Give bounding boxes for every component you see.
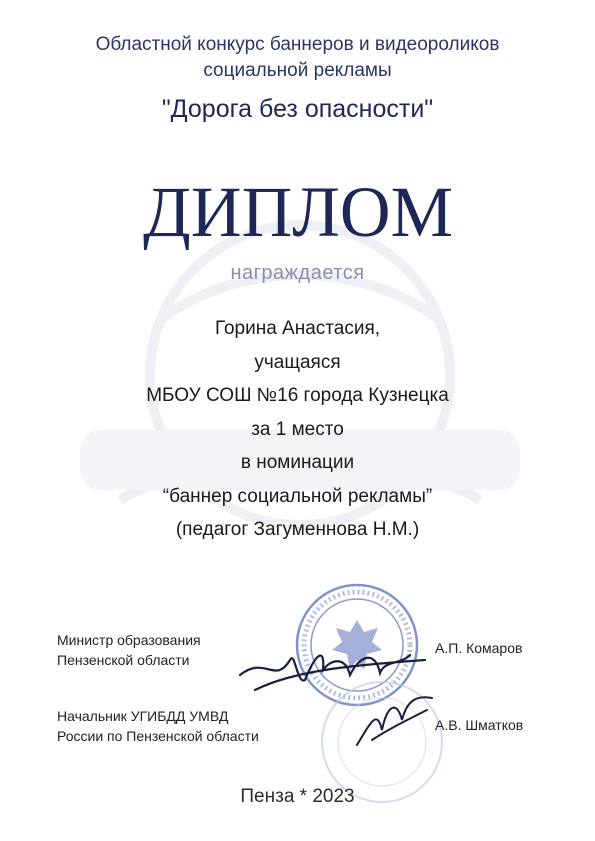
nomination-name: “баннер социальной рекламы” xyxy=(162,485,433,507)
contest-title-line-1: Областной конкурс баннеров и видеороликов xyxy=(95,34,500,55)
place-and-year: Пенза * 2023 xyxy=(240,786,355,807)
signature-shmatkov xyxy=(352,690,437,755)
contest-title-line-2: социальной рекламы xyxy=(203,60,392,81)
nomination-label: в номинации xyxy=(240,452,355,473)
signatory-1-position-line2: Пензенской области xyxy=(57,652,190,668)
signatory-2-position-line1: Начальник УГИБДД УМВД xyxy=(57,708,229,724)
award-text xyxy=(0,312,595,547)
signatory-2-position-line2: России по Пензенской области xyxy=(57,728,259,744)
recipient-role: учащаяся xyxy=(254,351,341,373)
signatory-1-position xyxy=(57,630,201,670)
diploma-title xyxy=(138,170,458,250)
award-place: за 1 место xyxy=(251,418,344,440)
diploma-title-text: ДИПЛОМ xyxy=(143,172,453,250)
signatory-2-position xyxy=(57,706,259,746)
teacher-name: (педагог Загуменнова Н.М.) xyxy=(175,519,420,540)
recipient-school: МБОУ СОШ №16 города Кузнецка xyxy=(146,385,449,406)
recipient-name: Горина Анастасия, xyxy=(214,318,381,339)
signatory-1-name: А.П. Комаров xyxy=(435,640,523,656)
signatory-1-position-line1: Министр образования xyxy=(57,632,201,648)
awarded-label: награждается xyxy=(230,262,365,284)
signatory-2-name: А.В. Шматков xyxy=(435,717,524,733)
contest-name: "Дорога без опасности" xyxy=(161,95,434,123)
